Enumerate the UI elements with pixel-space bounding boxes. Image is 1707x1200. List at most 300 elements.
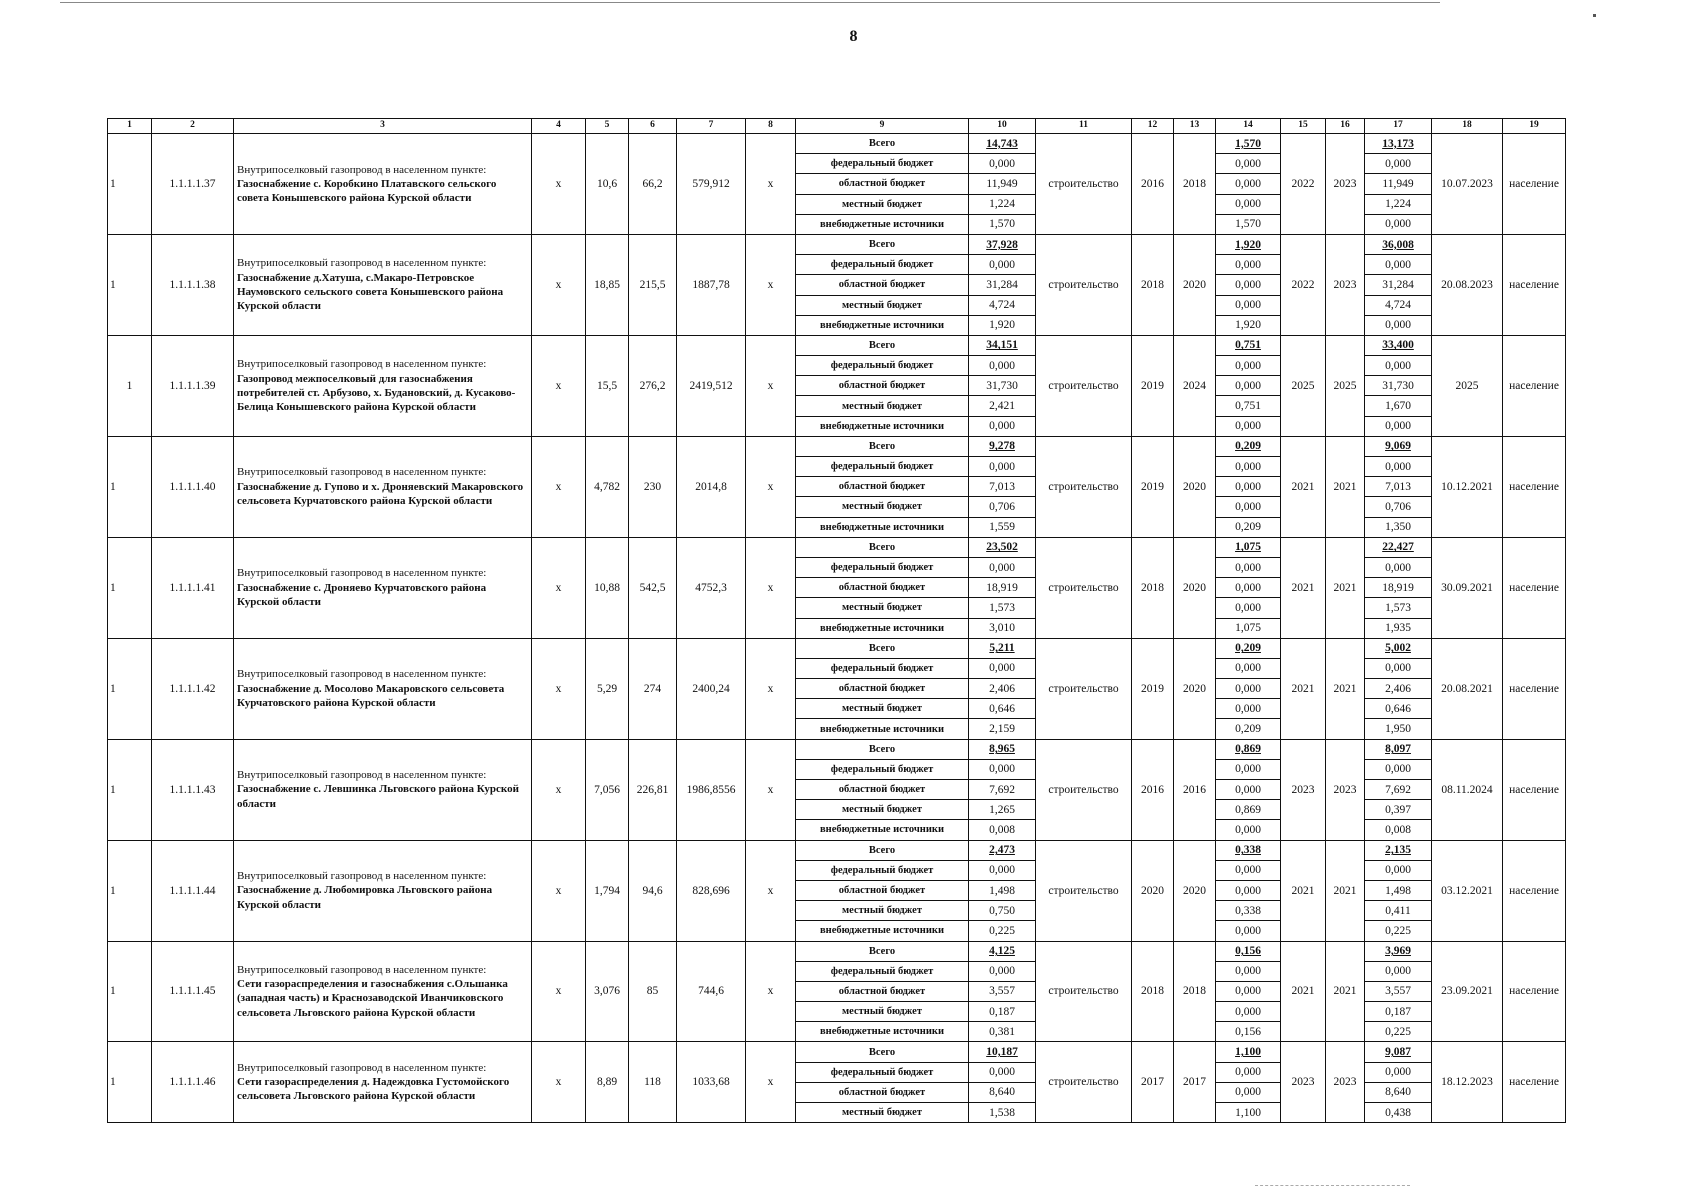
row-index-cell: 1 (108, 1042, 152, 1123)
cost-total-cell: 0,000 (969, 255, 1036, 275)
cost-total-cell: 0,706 (969, 497, 1036, 517)
object-code-cell: 1.1.1.1.38 (152, 234, 234, 335)
object-name-title: Сети газораспределения д. Надеждовка Густомойского сельсовета Льговского района Курской области (237, 1076, 510, 1103)
completion-date-cell: 18.12.2023 (1432, 1042, 1503, 1123)
col-7-cell: 1986,8556 (677, 739, 746, 840)
header-cell: 3 (234, 119, 532, 134)
object-code-cell: 1.1.1.1.40 (152, 436, 234, 537)
spent-amount-cell: 0,000 (1216, 780, 1281, 800)
header-cell: 14 (1216, 119, 1281, 134)
cost-total-cell: 1,570 (969, 214, 1036, 234)
cost-total-cell: 1,538 (969, 1103, 1036, 1123)
col-6-cell: 66,2 (629, 134, 677, 235)
spent-amount-cell: 0,000 (1216, 699, 1281, 719)
col-6-cell: 215,5 (629, 234, 677, 335)
plan-start-year-cell: 2021 (1281, 436, 1326, 537)
plan-start-year-cell: 2022 (1281, 134, 1326, 235)
spent-amount-cell: 0,338 (1216, 840, 1281, 860)
remaining-amount-cell: 0,187 (1365, 1002, 1432, 1022)
cost-total-cell: 2,473 (969, 840, 1036, 860)
remaining-amount-cell: 0,000 (1365, 255, 1432, 275)
remaining-amount-cell: 0,646 (1365, 699, 1432, 719)
spent-amount-cell: 0,000 (1216, 1062, 1281, 1082)
length-cell: 15,5 (586, 335, 629, 436)
object-code-cell: 1.1.1.1.44 (152, 840, 234, 941)
remaining-amount-cell: 1,224 (1365, 194, 1432, 214)
plan-start-year-cell: 2021 (1281, 638, 1326, 739)
remaining-amount-cell: 3,557 (1365, 981, 1432, 1001)
col-7-cell: 579,912 (677, 134, 746, 235)
col-6-cell: 276,2 (629, 335, 677, 436)
funding-source-cell: федеральный бюджет (796, 1062, 969, 1082)
col-8-cell: x (746, 134, 796, 235)
cost-total-cell: 0,000 (969, 457, 1036, 477)
table-row (108, 335, 1566, 355)
funding-source-cell: внебюджетные источники (796, 517, 969, 537)
cost-total-cell: 9,278 (969, 436, 1036, 456)
length-cell: 18,85 (586, 234, 629, 335)
beneficiary-cell: население (1503, 537, 1566, 638)
beneficiary-cell: население (1503, 941, 1566, 1042)
spent-amount-cell: 1,570 (1216, 214, 1281, 234)
start-year-cell: 2019 (1132, 436, 1174, 537)
object-name-cell (234, 941, 532, 1042)
remaining-amount-cell: 1,670 (1365, 396, 1432, 416)
plan-end-year-cell: 2021 (1326, 537, 1365, 638)
work-type-cell: строительство (1036, 436, 1132, 537)
table-row (108, 436, 1566, 456)
funding-source-cell: областной бюджет (796, 679, 969, 699)
plan-end-year-cell: 2023 (1326, 1042, 1365, 1123)
object-name-lead: Внутрипоселковый газопровод в населенном пункте: (237, 163, 487, 176)
cost-total-cell: 0,750 (969, 901, 1036, 921)
funding-source-cell: областной бюджет (796, 376, 969, 396)
end-year-cell: 2020 (1174, 234, 1216, 335)
work-type-cell: строительство (1036, 739, 1132, 840)
work-type-cell: строительство (1036, 1042, 1132, 1123)
object-name-cell (234, 739, 532, 840)
spent-amount-cell: 1,570 (1216, 134, 1281, 154)
row-index-cell: 1 (108, 335, 152, 436)
funding-source-cell: внебюджетные источники (796, 214, 969, 234)
row-index-cell: 1 (108, 436, 152, 537)
spent-amount-cell: 0,209 (1216, 638, 1281, 658)
header-cell: 18 (1432, 119, 1503, 134)
funding-source-cell: местный бюджет (796, 699, 969, 719)
col-7-cell: 4752,3 (677, 537, 746, 638)
col-8-cell: x (746, 941, 796, 1042)
funding-source-cell: областной бюджет (796, 880, 969, 900)
end-year-cell: 2017 (1174, 1042, 1216, 1123)
funding-source-cell: федеральный бюджет (796, 457, 969, 477)
header-cell: 6 (629, 119, 677, 134)
remaining-amount-cell: 9,069 (1365, 436, 1432, 456)
remaining-amount-cell: 0,000 (1365, 1062, 1432, 1082)
length-cell: 7,056 (586, 739, 629, 840)
remaining-amount-cell: 1,350 (1365, 517, 1432, 537)
remaining-amount-cell: 0,000 (1365, 961, 1432, 981)
funding-source-cell: внебюджетные источники (796, 618, 969, 638)
cost-total-cell: 23,502 (969, 537, 1036, 557)
funding-source-cell: областной бюджет (796, 174, 969, 194)
header-cell: 12 (1132, 119, 1174, 134)
work-type-cell: строительство (1036, 537, 1132, 638)
col-7-cell: 2014,8 (677, 436, 746, 537)
work-type-cell: строительство (1036, 638, 1132, 739)
remaining-amount-cell: 36,008 (1365, 234, 1432, 254)
scan-edge-line (1255, 1185, 1410, 1186)
funding-source-cell: Всего (796, 1042, 969, 1062)
funding-source-cell: Всего (796, 638, 969, 658)
remaining-amount-cell: 31,284 (1365, 275, 1432, 295)
col-6-cell: 118 (629, 1042, 677, 1123)
remaining-amount-cell: 3,969 (1365, 941, 1432, 961)
plan-start-year-cell: 2021 (1281, 537, 1326, 638)
col-4-cell: x (532, 537, 586, 638)
work-type-cell: строительство (1036, 234, 1132, 335)
plan-end-year-cell: 2023 (1326, 234, 1365, 335)
plan-start-year-cell: 2025 (1281, 335, 1326, 436)
spent-amount-cell: 0,000 (1216, 961, 1281, 981)
cost-total-cell: 4,125 (969, 941, 1036, 961)
row-index-cell: 1 (108, 840, 152, 941)
cost-total-cell: 34,151 (969, 335, 1036, 355)
object-name-title: Газоснабжение д. Гупово и х. Дроняевский Макаровского сельсовета Курчатовского района Курской области (237, 480, 524, 507)
table-row (108, 638, 1566, 658)
spent-amount-cell: 1,100 (1216, 1042, 1281, 1062)
remaining-amount-cell: 31,730 (1365, 376, 1432, 396)
col-6-cell: 94,6 (629, 840, 677, 941)
end-year-cell: 2020 (1174, 638, 1216, 739)
cost-total-cell: 0,000 (969, 557, 1036, 577)
funding-source-cell: местный бюджет (796, 800, 969, 820)
funding-source-cell: внебюджетные источники (796, 820, 969, 840)
length-cell: 10,6 (586, 134, 629, 235)
remaining-amount-cell: 13,173 (1365, 134, 1432, 154)
funding-source-cell: местный бюджет (796, 295, 969, 315)
cost-total-cell: 0,000 (969, 658, 1036, 678)
funding-source-cell: внебюджетные источники (796, 921, 969, 941)
col-6-cell: 274 (629, 638, 677, 739)
remaining-amount-cell: 0,000 (1365, 457, 1432, 477)
funding-source-cell: федеральный бюджет (796, 961, 969, 981)
remaining-amount-cell: 9,087 (1365, 1042, 1432, 1062)
cost-total-cell: 4,724 (969, 295, 1036, 315)
col-6-cell: 542,5 (629, 537, 677, 638)
remaining-amount-cell: 0,706 (1365, 497, 1432, 517)
table-row (108, 840, 1566, 860)
object-code-cell: 1.1.1.1.46 (152, 1042, 234, 1123)
start-year-cell: 2018 (1132, 234, 1174, 335)
spent-amount-cell: 1,075 (1216, 537, 1281, 557)
row-index-cell: 1 (108, 234, 152, 335)
table-row (108, 134, 1566, 154)
cost-total-cell: 1,920 (969, 315, 1036, 335)
column-number-row (108, 119, 1566, 134)
funding-source-cell: Всего (796, 134, 969, 154)
cost-total-cell: 8,965 (969, 739, 1036, 759)
col-4-cell: x (532, 436, 586, 537)
remaining-amount-cell: 0,000 (1365, 759, 1432, 779)
col-7-cell: 828,696 (677, 840, 746, 941)
remaining-amount-cell: 2,406 (1365, 679, 1432, 699)
remaining-amount-cell: 0,000 (1365, 416, 1432, 436)
funding-source-cell: федеральный бюджет (796, 759, 969, 779)
plan-end-year-cell: 2025 (1326, 335, 1365, 436)
end-year-cell: 2024 (1174, 335, 1216, 436)
spent-amount-cell: 0,000 (1216, 759, 1281, 779)
funding-source-cell: внебюджетные источники (796, 315, 969, 335)
cost-total-cell: 2,406 (969, 679, 1036, 699)
funding-source-cell: местный бюджет (796, 1002, 969, 1022)
cost-total-cell: 31,730 (969, 376, 1036, 396)
remaining-amount-cell: 8,640 (1365, 1082, 1432, 1102)
spent-amount-cell: 0,000 (1216, 497, 1281, 517)
object-code-cell: 1.1.1.1.42 (152, 638, 234, 739)
col-8-cell: x (746, 1042, 796, 1123)
header-cell: 16 (1326, 119, 1365, 134)
funding-source-cell: федеральный бюджет (796, 557, 969, 577)
remaining-amount-cell: 0,225 (1365, 1022, 1432, 1042)
spent-amount-cell: 0,209 (1216, 436, 1281, 456)
funding-source-cell: Всего (796, 941, 969, 961)
cost-total-cell: 0,000 (969, 860, 1036, 880)
spent-amount-cell: 0,000 (1216, 457, 1281, 477)
spent-amount-cell: 0,000 (1216, 356, 1281, 376)
col-8-cell: x (746, 739, 796, 840)
funding-source-cell: местный бюджет (796, 598, 969, 618)
completion-date-cell: 03.12.2021 (1432, 840, 1503, 941)
remaining-amount-cell: 4,724 (1365, 295, 1432, 315)
beneficiary-cell: население (1503, 134, 1566, 235)
spent-amount-cell: 0,000 (1216, 557, 1281, 577)
remaining-amount-cell: 22,427 (1365, 537, 1432, 557)
funding-source-cell: Всего (796, 537, 969, 557)
funding-source-cell: Всего (796, 739, 969, 759)
object-name-cell (234, 234, 532, 335)
work-type-cell: строительство (1036, 941, 1132, 1042)
object-name-lead: Внутрипоселковый газопровод в населенном пункте: (237, 769, 487, 782)
remaining-amount-cell: 0,000 (1365, 315, 1432, 335)
remaining-amount-cell: 1,935 (1365, 618, 1432, 638)
object-name-title: Газоснабжение с. Левшинка Льговского района Курской области (237, 783, 519, 810)
funding-source-cell: областной бюджет (796, 780, 969, 800)
cost-total-cell: 0,225 (969, 921, 1036, 941)
funding-source-cell: Всего (796, 234, 969, 254)
length-cell: 8,89 (586, 1042, 629, 1123)
project-register-table (107, 118, 1566, 1123)
table-row (108, 941, 1566, 961)
spent-amount-cell: 0,000 (1216, 295, 1281, 315)
spent-amount-cell: 0,869 (1216, 800, 1281, 820)
plan-start-year-cell: 2023 (1281, 1042, 1326, 1123)
spent-amount-cell: 0,156 (1216, 1022, 1281, 1042)
length-cell: 4,782 (586, 436, 629, 537)
start-year-cell: 2019 (1132, 335, 1174, 436)
funding-source-cell: областной бюджет (796, 578, 969, 598)
spent-amount-cell: 0,000 (1216, 921, 1281, 941)
beneficiary-cell: население (1503, 739, 1566, 840)
object-name-title: Газоснабжение д. Мосолово Макаровского сельсовета Курчатовского района Курской области (237, 682, 505, 709)
cost-total-cell: 5,211 (969, 638, 1036, 658)
col-7-cell: 1887,78 (677, 234, 746, 335)
completion-date-cell: 10.12.2021 (1432, 436, 1503, 537)
object-name-title: Газоснабжение с. Коробкино Платавского сельского совета Конышевского района Курской области (237, 177, 497, 205)
funding-source-cell: местный бюджет (796, 194, 969, 214)
funding-source-cell: областной бюджет (796, 275, 969, 295)
cost-total-cell: 3,557 (969, 981, 1036, 1001)
cost-total-cell: 0,000 (969, 961, 1036, 981)
object-code-cell: 1.1.1.1.45 (152, 941, 234, 1042)
col-7-cell: 1033,68 (677, 1042, 746, 1123)
spent-amount-cell: 0,000 (1216, 1002, 1281, 1022)
col-4-cell: x (532, 335, 586, 436)
spent-amount-cell: 1,920 (1216, 315, 1281, 335)
object-name-title: Газоснабжение д.Хатуша, с.Макаро-Петровское Наумовского сельского совета Конышевского района Курской области (237, 271, 504, 313)
spent-amount-cell: 0,156 (1216, 941, 1281, 961)
table-row (108, 234, 1566, 254)
object-code-cell: 1.1.1.1.41 (152, 537, 234, 638)
start-year-cell: 2020 (1132, 840, 1174, 941)
cost-total-cell: 0,000 (969, 759, 1036, 779)
remaining-amount-cell: 0,000 (1365, 658, 1432, 678)
plan-end-year-cell: 2021 (1326, 941, 1365, 1042)
remaining-amount-cell: 33,400 (1365, 335, 1432, 355)
object-name-title: Газоснабжение д. Любомировка Льговского района Курской области (237, 884, 493, 911)
object-code-cell: 1.1.1.1.39 (152, 335, 234, 436)
object-name-cell (234, 436, 532, 537)
funding-source-cell: Всего (796, 840, 969, 860)
object-name-title: Газоснабжение с. Дроняево Курчатовского района Курской области (237, 581, 487, 608)
funding-source-cell: федеральный бюджет (796, 860, 969, 880)
spent-amount-cell: 0,000 (1216, 679, 1281, 699)
plan-end-year-cell: 2021 (1326, 638, 1365, 739)
plan-end-year-cell: 2023 (1326, 739, 1365, 840)
plan-start-year-cell: 2022 (1281, 234, 1326, 335)
col-4-cell: x (532, 1042, 586, 1123)
completion-date-cell: 20.08.2023 (1432, 234, 1503, 335)
col-6-cell: 226,81 (629, 739, 677, 840)
cost-total-cell: 37,928 (969, 234, 1036, 254)
completion-date-cell: 20.08.2021 (1432, 638, 1503, 739)
funding-source-cell: местный бюджет (796, 1103, 969, 1123)
funding-source-cell: внебюджетные источники (796, 416, 969, 436)
remaining-amount-cell: 0,000 (1365, 214, 1432, 234)
remaining-amount-cell: 11,949 (1365, 174, 1432, 194)
cost-total-cell: 10,187 (969, 1042, 1036, 1062)
spent-amount-cell: 0,000 (1216, 658, 1281, 678)
remaining-amount-cell: 7,692 (1365, 780, 1432, 800)
end-year-cell: 2020 (1174, 436, 1216, 537)
funding-source-cell: внебюджетные источники (796, 1022, 969, 1042)
spent-amount-cell: 0,000 (1216, 376, 1281, 396)
spent-amount-cell: 0,000 (1216, 578, 1281, 598)
cost-total-cell: 3,010 (969, 618, 1036, 638)
remaining-amount-cell: 7,013 (1365, 477, 1432, 497)
plan-start-year-cell: 2023 (1281, 739, 1326, 840)
object-name-title: Сети газораспределения и газоснабжения с.Ольшанка (западная часть) и Краснозаводской Иванчиковского сельсовета Льговского района Курской области (237, 978, 508, 1019)
funding-source-cell: областной бюджет (796, 1082, 969, 1102)
spent-amount-cell: 0,000 (1216, 820, 1281, 840)
object-code-cell: 1.1.1.1.43 (152, 739, 234, 840)
beneficiary-cell: население (1503, 1042, 1566, 1123)
remaining-amount-cell: 0,008 (1365, 820, 1432, 840)
end-year-cell: 2018 (1174, 941, 1216, 1042)
table-row (108, 1042, 1566, 1062)
remaining-amount-cell: 0,411 (1365, 901, 1432, 921)
object-code-cell: 1.1.1.1.37 (152, 134, 234, 235)
spent-amount-cell: 0,000 (1216, 174, 1281, 194)
remaining-amount-cell: 0,225 (1365, 921, 1432, 941)
funding-source-cell: федеральный бюджет (796, 356, 969, 376)
start-year-cell: 2016 (1132, 739, 1174, 840)
header-cell: 7 (677, 119, 746, 134)
row-index-cell: 1 (108, 537, 152, 638)
table-row (108, 537, 1566, 557)
header-cell: 9 (796, 119, 969, 134)
start-year-cell: 2018 (1132, 537, 1174, 638)
remaining-amount-cell: 0,000 (1365, 356, 1432, 376)
cost-total-cell: 2,159 (969, 719, 1036, 739)
object-name-lead: Внутрипоселковый газопровод в населенном пункте: (237, 1061, 487, 1074)
header-cell: 5 (586, 119, 629, 134)
end-year-cell: 2018 (1174, 134, 1216, 235)
plan-start-year-cell: 2021 (1281, 840, 1326, 941)
row-index-cell: 1 (108, 739, 152, 840)
completion-date-cell: 08.11.2024 (1432, 739, 1503, 840)
funding-source-cell: внебюджетные источники (796, 719, 969, 739)
work-type-cell: строительство (1036, 335, 1132, 436)
col-8-cell: x (746, 335, 796, 436)
object-name-cell (234, 1042, 532, 1123)
col-8-cell: x (746, 840, 796, 941)
remaining-amount-cell: 1,950 (1365, 719, 1432, 739)
spent-amount-cell: 0,209 (1216, 517, 1281, 537)
cost-total-cell: 8,640 (969, 1082, 1036, 1102)
object-name-title: Газопровод межпоселковый для газоснабжения потребителей ст. Арбузово, х. Будановский, д. Кусаково-Белица Конышевского района Курской области (237, 372, 516, 414)
spent-amount-cell: 0,338 (1216, 901, 1281, 921)
work-type-cell: строительство (1036, 840, 1132, 941)
remaining-amount-cell: 1,573 (1365, 598, 1432, 618)
cost-total-cell: 31,284 (969, 275, 1036, 295)
spent-amount-cell: 0,000 (1216, 1082, 1281, 1102)
scan-edge-line (60, 2, 1440, 3)
remaining-amount-cell: 18,919 (1365, 578, 1432, 598)
cost-total-cell: 1,265 (969, 800, 1036, 820)
header-cell: 10 (969, 119, 1036, 134)
cost-total-cell: 1,498 (969, 880, 1036, 900)
row-index-cell: 1 (108, 941, 152, 1042)
col-8-cell: x (746, 638, 796, 739)
beneficiary-cell: население (1503, 335, 1566, 436)
remaining-amount-cell: 2,135 (1365, 840, 1432, 860)
completion-date-cell: 30.09.2021 (1432, 537, 1503, 638)
spent-amount-cell: 0,869 (1216, 739, 1281, 759)
col-8-cell: x (746, 234, 796, 335)
cost-total-cell: 1,559 (969, 517, 1036, 537)
header-cell: 1 (108, 119, 152, 134)
col-4-cell: x (532, 941, 586, 1042)
completion-date-cell: 10.07.2023 (1432, 134, 1503, 235)
funding-source-cell: местный бюджет (796, 396, 969, 416)
spent-amount-cell: 0,000 (1216, 255, 1281, 275)
cost-total-cell: 14,743 (969, 134, 1036, 154)
start-year-cell: 2016 (1132, 134, 1174, 235)
object-name-lead: Внутрипоселковый газопровод в населенном пункте: (237, 257, 487, 270)
spent-amount-cell: 1,075 (1216, 618, 1281, 638)
beneficiary-cell: население (1503, 234, 1566, 335)
object-name-cell (234, 335, 532, 436)
